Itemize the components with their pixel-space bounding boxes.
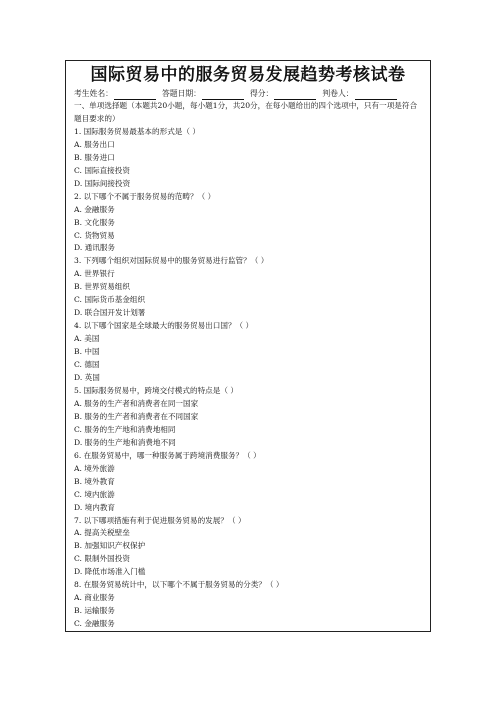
answer-option[interactable]: B. 运输服务: [74, 606, 115, 616]
answer-option[interactable]: B. 服务的生产者和消费者在不同国家: [74, 411, 199, 421]
meta-label: 考生姓名：: [74, 89, 113, 98]
meta-field: [250, 87, 316, 100]
answer-option[interactable]: B. 世界贸易组织: [74, 282, 130, 292]
question-text: 3. 下列哪个组织对国际贸易中的服务贸易进行监管？（ ）: [74, 256, 269, 266]
answer-option[interactable]: C. 限制外国投资: [74, 554, 130, 564]
question-text: 8. 在服务贸易统计中，以下哪个不属于服务贸易的分类？（ ）: [74, 580, 284, 590]
section-instructions: 一、单项选择题（本题共20小题，每小题1分，共20分，在每小题给出的四个选项中，只有一项是符合题目要求的）: [74, 101, 418, 123]
question-text: 6. 在服务贸易中，哪一种服务属于跨境消费服务？（ ）: [74, 450, 261, 460]
exam-meta-row: [66, 87, 430, 100]
answer-option[interactable]: A. 境外旅游: [74, 463, 115, 473]
question-text: 2. 以下哪个不属于服务贸易的范畴？（ ）: [74, 191, 216, 201]
meta-blank-line[interactable]: [202, 90, 244, 100]
answer-option[interactable]: A. 金融服务: [74, 204, 115, 214]
answer-option[interactable]: A. 服务出口: [74, 139, 115, 149]
meta-label: 答题日期：: [161, 89, 201, 98]
answer-option[interactable]: C. 德国: [74, 360, 100, 370]
answer-option[interactable]: C. 境内旅游: [74, 489, 115, 499]
answer-option[interactable]: C. 货物贸易: [74, 230, 115, 240]
answer-option[interactable]: A. 服务的生产者和消费者在同一国家: [74, 398, 199, 408]
question-text: 4. 以下哪个国家是全球最大的服务贸易出口国？（ ）: [74, 321, 254, 331]
exam-title: 国际贸易中的服务贸易发展趋势考核试卷: [90, 65, 406, 85]
answer-option[interactable]: C. 国际货币基金组织: [74, 295, 146, 305]
answer-option[interactable]: B. 文化服务: [74, 217, 115, 227]
answer-option[interactable]: D. 联合国开发计划署: [74, 308, 146, 318]
answer-option[interactable]: C. 国际直接投资: [74, 165, 130, 175]
answer-option[interactable]: A. 提高关税壁垒: [74, 528, 130, 538]
meta-field: [74, 87, 156, 100]
answer-option[interactable]: D. 降低市场准入门槛: [74, 567, 146, 577]
meta-blank-line[interactable]: [355, 90, 397, 100]
answer-option[interactable]: D. 英国: [74, 373, 100, 383]
answer-option[interactable]: A. 美国: [74, 334, 100, 344]
meta-field: [322, 87, 396, 100]
question-list: [74, 126, 422, 631]
meta-label: 得分：: [249, 89, 274, 98]
question-text: 7. 以下哪项措施有利于促进服务贸易的发展？（ ）: [74, 515, 246, 525]
exam-sheet: [65, 60, 431, 632]
answer-option[interactable]: D. 通讯服务: [74, 243, 116, 253]
answer-option[interactable]: B. 服务进口: [74, 152, 115, 162]
answer-option[interactable]: B. 中国: [74, 347, 100, 357]
question-text: 5. 国际服务贸易中，跨境交付模式的特点是（ ）: [74, 385, 238, 395]
answer-option[interactable]: D. 国际间接投资: [74, 178, 131, 188]
answer-option[interactable]: D. 服务的生产地和消费地不同: [74, 437, 176, 447]
question-text: 1. 国际服务贸易最基本的形式是（ ）: [74, 126, 200, 136]
answer-option[interactable]: C. 服务的生产地和消费地相同: [74, 424, 176, 434]
meta-label: 判卷人：: [322, 89, 354, 98]
answer-option[interactable]: B. 境外教育: [74, 476, 115, 486]
answer-option[interactable]: D. 境内教育: [74, 502, 116, 512]
meta-field: [162, 87, 244, 100]
answer-option[interactable]: C. 金融服务: [74, 619, 115, 629]
exam-content: [66, 100, 430, 631]
meta-blank-line[interactable]: [274, 90, 316, 100]
meta-blank-line[interactable]: [114, 90, 156, 100]
answer-option[interactable]: B. 加强知识产权保护: [74, 541, 146, 551]
answer-option[interactable]: A. 商业服务: [74, 593, 115, 603]
answer-option[interactable]: A. 世界银行: [74, 269, 115, 279]
